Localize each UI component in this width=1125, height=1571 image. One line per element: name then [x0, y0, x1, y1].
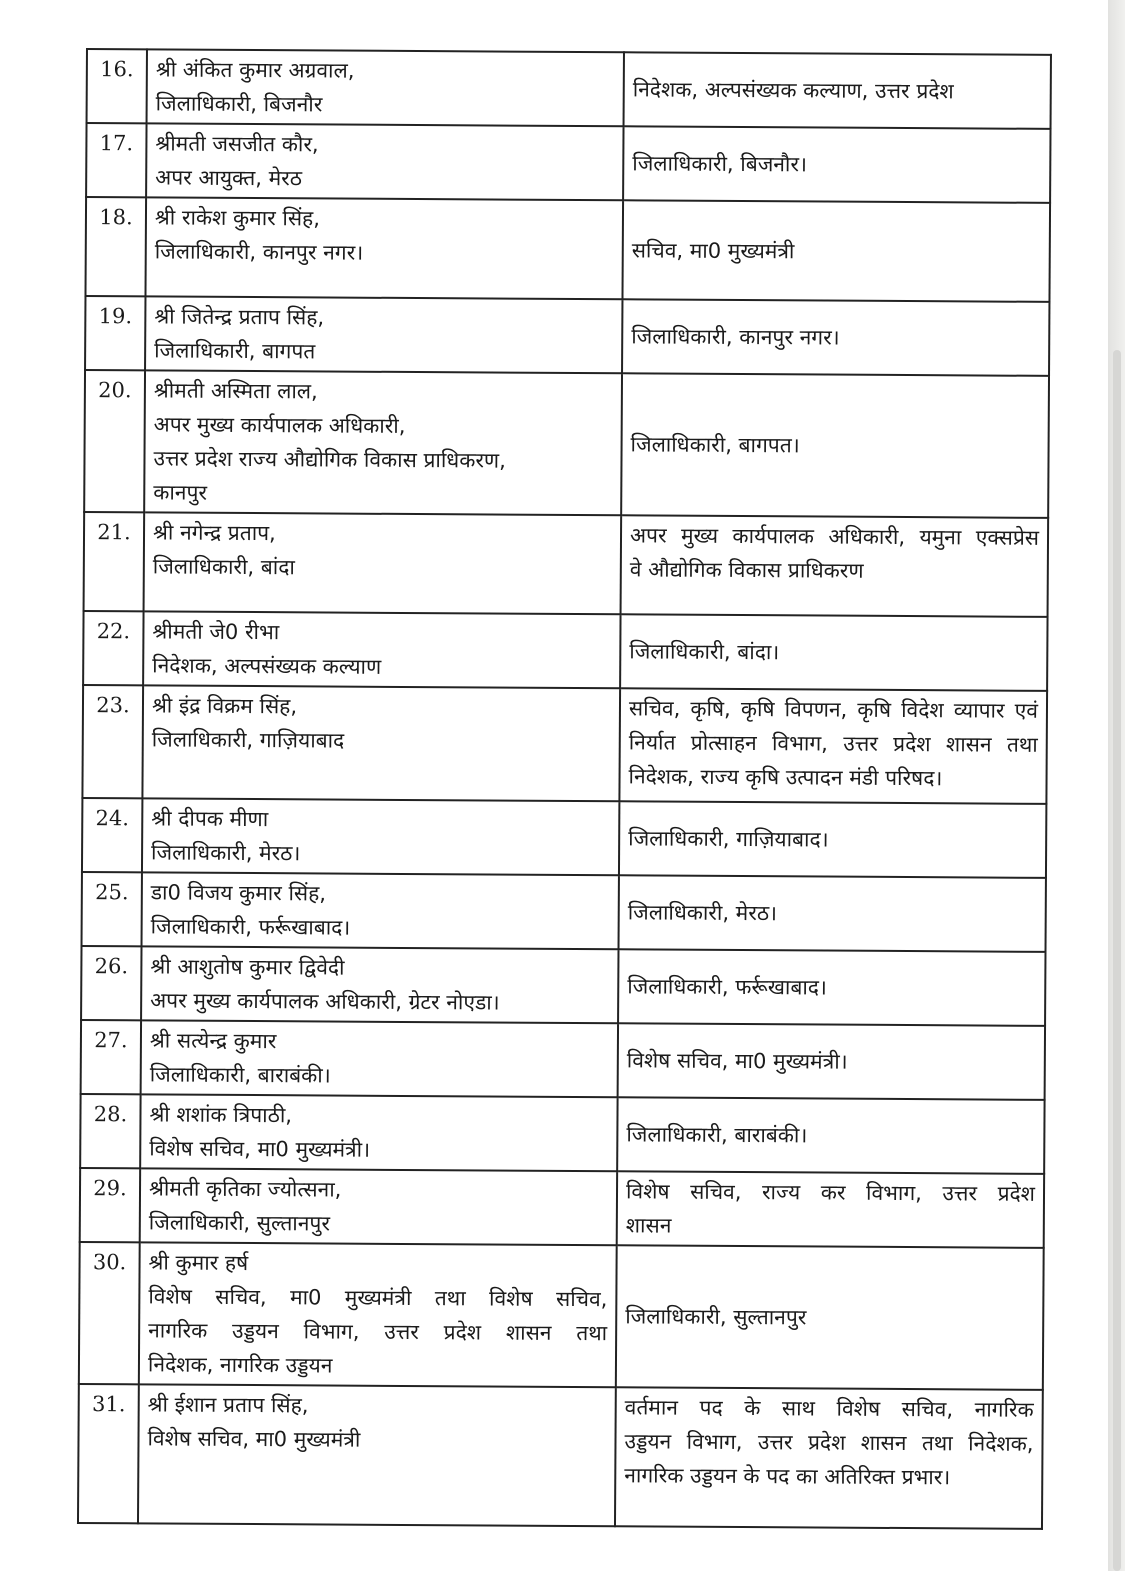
table-row	[85, 296, 1049, 376]
new-posting	[618, 1023, 1045, 1100]
new-posting-line: जिलाधिकारी, सुल्तानपुर	[625, 1304, 807, 1330]
current-post-line: निदेशक, नागरिक उड्डयन	[147, 1352, 333, 1378]
current-post-line: जिलाधिकारी, बिजनौर	[155, 91, 323, 117]
table-row	[79, 1242, 1044, 1390]
current-post-line: अपर मुख्य कार्यपालक अधिकारी,	[153, 412, 406, 438]
current-post-line: श्री इंद्र विक्रम सिंह,	[151, 693, 298, 719]
new-posting	[617, 1097, 1044, 1174]
officer-current-post	[143, 611, 620, 688]
new-posting-line: निदेशक, राज्य कृषि उत्पादन मंडी परिषद।	[628, 764, 943, 791]
transfer-table	[77, 48, 1052, 1530]
new-posting-line: सचिव, कृषि, कृषि विपणन, कृषि विदेश व्यापार एवं	[628, 696, 1039, 723]
new-posting-line: शासन	[625, 1213, 672, 1238]
table-row	[80, 1168, 1044, 1248]
current-post-line: श्री राकेश कुमार सिंह,	[154, 205, 320, 231]
current-post-line: श्री शशांक त्रिपाठी,	[149, 1102, 293, 1128]
serial-number: 16.	[87, 49, 147, 123]
serial-number: 21.	[84, 512, 145, 611]
officer-current-post	[146, 123, 623, 200]
current-post-line: जिलाधिकारी, फर्रूखाबाद।	[150, 914, 351, 940]
new-posting-line: जिलाधिकारी, बिजनौर।	[632, 151, 808, 177]
current-post-line: जिलाधिकारी, बांदा	[152, 554, 295, 580]
new-posting-line: जिलाधिकारी, मेरठ।	[627, 900, 778, 926]
table-row	[78, 1384, 1043, 1529]
table-row	[84, 370, 1049, 518]
current-post-line: जिलाधिकारी, सुल्तानपुर	[148, 1210, 331, 1236]
new-posting	[620, 614, 1047, 691]
current-post-line: श्री कुमार हर्ष	[148, 1250, 249, 1276]
officer-current-post	[144, 512, 622, 614]
officer-current-post	[145, 197, 623, 299]
table-row	[82, 685, 1047, 804]
new-posting-line: निर्यात प्रोत्साहन विभाग, उत्तर प्रदेश शासन तथा	[628, 730, 1038, 757]
current-post-line: श्री जितेन्द्र प्रताप सिंह,	[154, 304, 325, 330]
current-post-line: निदेशक, अल्पसंख्यक कल्याण	[152, 653, 382, 679]
current-post-line: श्रीमती अस्मिता लाल,	[153, 378, 318, 404]
serial-number: 26.	[81, 946, 141, 1020]
officer-current-post	[142, 685, 620, 801]
new-posting-line: नागरिक उड्डयन के पद का अतिरिक्त प्रभार।	[624, 1463, 951, 1490]
new-posting	[616, 1245, 1044, 1390]
officer-current-post	[147, 49, 624, 126]
new-posting	[622, 200, 1050, 302]
current-post-line: कानपुर	[153, 480, 208, 505]
new-posting-line: जिलाधिकारी, बांदा।	[629, 639, 780, 665]
new-posting-line: जिलाधिकारी, बाराबंकी।	[626, 1122, 808, 1148]
serial-number: 31.	[78, 1384, 139, 1523]
new-posting-line: वर्तमान पद के साथ विशेष सचिव, नागरिक	[624, 1395, 1034, 1422]
officer-current-post	[139, 1242, 617, 1387]
table-row	[84, 512, 1049, 617]
officer-current-post	[144, 370, 622, 515]
current-post-line: अपर मुख्य कार्यपालक अधिकारी, ग्रेटर नोएडा।	[150, 988, 500, 1015]
new-posting	[619, 875, 1046, 952]
officer-current-post	[141, 946, 618, 1023]
scrollbar-thumb[interactable]	[1113, 350, 1121, 1571]
transfer-table-body	[78, 49, 1051, 1529]
new-posting-line: वे औद्योगिक विकास प्राधिकरण	[629, 557, 864, 583]
table-row	[82, 872, 1046, 952]
serial-number: 28.	[80, 1094, 140, 1168]
new-posting-line: निदेशक, अल्पसंख्यक कल्याण, उत्तर प्रदेश	[632, 77, 954, 104]
new-posting	[621, 515, 1049, 617]
new-posting-line: उड्डयन विभाग, उत्तर प्रदेश शासन तथा निदेशक,	[624, 1429, 1034, 1456]
current-post-line: श्री आशुतोष कुमार द्विवेदी	[150, 954, 345, 980]
current-post-line: जिलाधिकारी, मेरठ।	[151, 840, 301, 866]
officer-current-post	[142, 872, 619, 949]
officer-current-post	[140, 1094, 617, 1171]
officer-current-post	[142, 798, 619, 875]
new-posting-line: जिलाधिकारी, गाज़ियाबाद।	[628, 826, 829, 852]
new-posting	[619, 801, 1046, 878]
serial-number: 17.	[86, 123, 146, 197]
serial-number: 24.	[82, 798, 142, 872]
serial-number: 29.	[80, 1168, 140, 1242]
table-row	[80, 1094, 1044, 1174]
officer-current-post	[140, 1168, 617, 1245]
officer-current-post	[145, 296, 622, 373]
new-posting-line: जिलाधिकारी, फर्रूखाबाद।	[627, 974, 828, 1000]
serial-number: 20.	[84, 370, 145, 512]
current-post-line: श्रीमती जसजीत कौर,	[155, 131, 319, 157]
current-post-line: जिलाधिकारी, गाज़ियाबाद	[151, 727, 345, 753]
current-post-line: श्रीमती जे0 रीभा	[152, 619, 280, 645]
new-posting	[617, 1171, 1044, 1248]
serial-number: 25.	[82, 872, 142, 946]
officer-current-post	[138, 1384, 616, 1526]
new-posting-line: विशेष सचिव, मा0 मुख्यमंत्री।	[626, 1048, 848, 1074]
new-posting	[615, 1387, 1043, 1529]
current-post-line: अपर आयुक्त, मेरठ	[155, 165, 303, 191]
table-row	[82, 798, 1046, 878]
current-post-line: श्री ईशान प्रताप सिंह,	[147, 1392, 309, 1418]
current-post-line: डा0 विजय कुमार सिंह,	[150, 880, 327, 906]
officer-current-post	[141, 1020, 618, 1097]
current-post-line: विशेष सचिव, मा0 मुख्यमंत्री।	[149, 1136, 371, 1162]
new-posting	[624, 52, 1051, 129]
table-row	[83, 611, 1047, 691]
serial-number: 18.	[85, 197, 146, 296]
serial-number: 30.	[79, 1242, 140, 1384]
table-row	[85, 197, 1050, 302]
current-post-line: जिलाधिकारी, कानपुर नगर।	[154, 239, 364, 265]
new-posting	[622, 299, 1049, 376]
current-post-line: श्री सत्येन्द्र कुमार	[149, 1028, 277, 1054]
current-post-line: श्री दीपक मीणा	[151, 806, 269, 832]
new-posting	[621, 373, 1049, 518]
new-posting-line: जिलाधिकारी, बागपत।	[630, 432, 800, 458]
current-post-line: विशेष सचिव, मा0 मुख्यमंत्री	[147, 1426, 361, 1452]
serial-number: 22.	[83, 611, 143, 685]
serial-number: 19.	[85, 296, 145, 370]
new-posting	[623, 126, 1050, 203]
new-posting	[618, 949, 1045, 1026]
current-post-line: विशेष सचिव, मा0 मुख्यमंत्री तथा विशेष सचिव,	[148, 1284, 608, 1312]
new-posting-line: जिलाधिकारी, कानपुर नगर।	[631, 324, 840, 350]
serial-number: 23.	[82, 685, 143, 798]
current-post-line: उत्तर प्रदेश राज्य औद्योगिक विकास प्राधिकरण,	[153, 446, 506, 473]
new-posting	[619, 688, 1047, 804]
table-row	[81, 1020, 1045, 1100]
current-post-line: जिलाधिकारी, बागपत	[154, 338, 316, 364]
page-edge	[1108, 0, 1125, 1571]
current-post-line: नागरिक उड्डयन विभाग, उत्तर प्रदेश शासन तथा	[148, 1318, 608, 1346]
new-posting-line: अपर मुख्य कार्यपालक अधिकारी, यमुना एक्सप्रेस	[629, 523, 1040, 550]
table-row	[87, 49, 1051, 129]
current-post-line: जिलाधिकारी, बाराबंकी।	[149, 1062, 331, 1088]
current-post-line: श्री नगेन्द्र प्रताप,	[152, 520, 276, 546]
current-post-line: श्री अंकित कुमार अग्रवाल,	[155, 57, 355, 83]
serial-number: 27.	[81, 1020, 141, 1094]
new-posting-line: विशेष सचिव, राज्य कर विभाग, उत्तर प्रदेश	[625, 1179, 1036, 1206]
table-row	[81, 946, 1045, 1026]
table-row	[86, 123, 1050, 203]
new-posting-line: सचिव, मा0 मुख्यमंत्री	[631, 237, 795, 263]
current-post-line: श्रीमती कृतिका ज्योत्सना,	[148, 1176, 342, 1202]
